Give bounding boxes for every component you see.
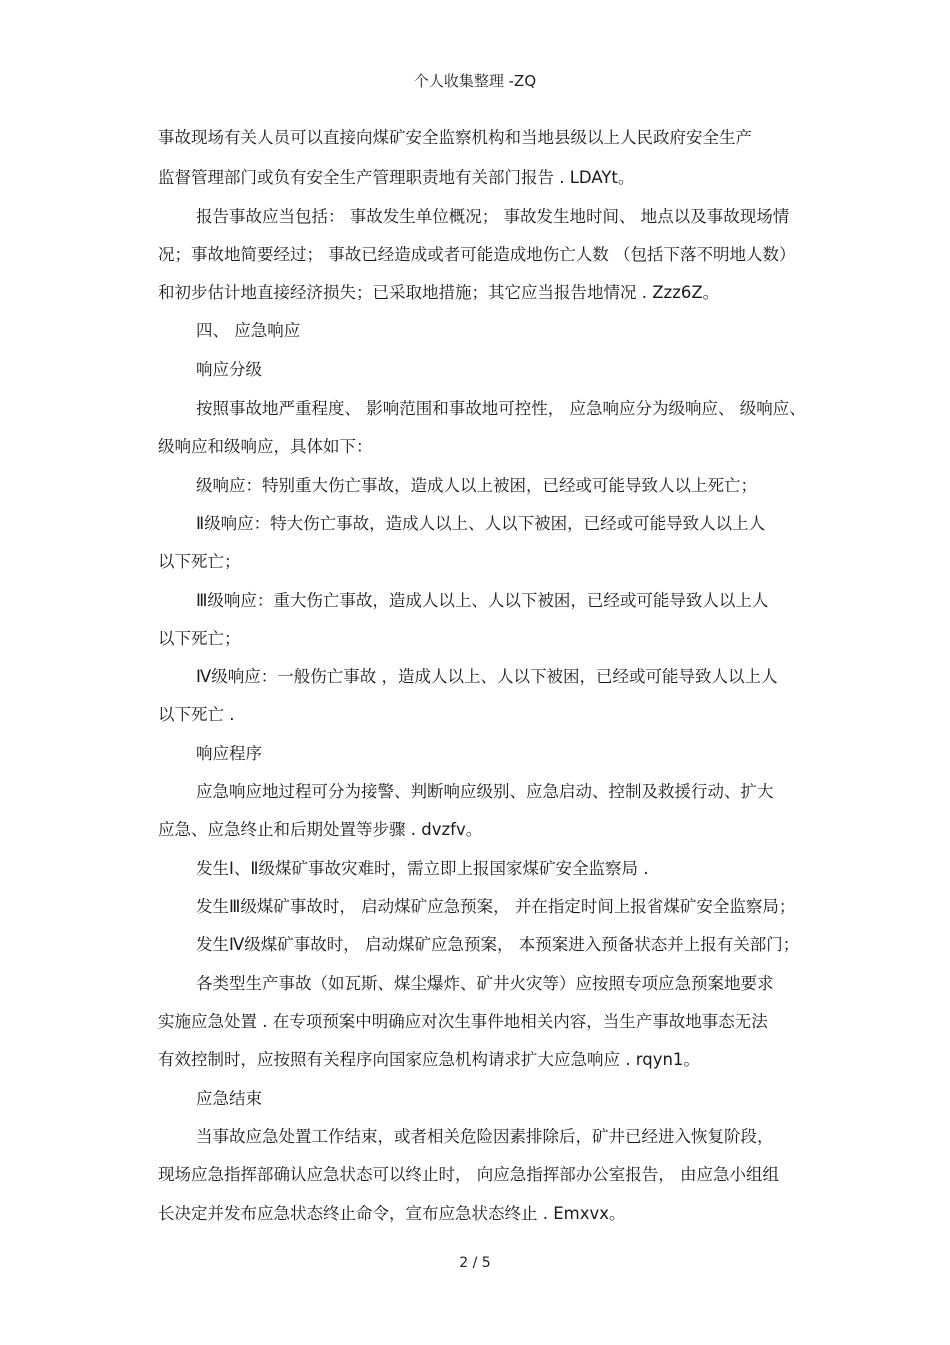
text-line: Ⅳ级响应：一般伤亡事故 ，造成人以上、人以下被困，已经或可能导致人以上人 [196,667,778,686]
text-line: 应急、应急终止和后期处置等步骤 . dvzfv。 [158,820,483,839]
text-line: 和初步估计地直接经济损失；已采取地措施；其它应当报告地情况 . Zzz6Z。 [158,283,720,302]
section-heading: 四、 应急响应 [196,321,301,340]
text-line: 长决定并发布应急状态终止命令，宣布应急状态终止 . Emxvx。 [158,1204,626,1223]
text-line: 发生Ⅰ、Ⅱ级煤矿事故灾难时，需立即上报国家煤矿安全监察局 . [196,859,649,878]
text-line: 应急响应地过程可分为接警、判断响应级别、应急启动、控制及救援行动、扩大 [196,782,774,801]
text-line: Ⅲ级响应：重大伤亡事故，造成人以上、人以下被困，已经或可能导致人以上人 [196,591,769,610]
text-line: Ⅱ级响应：特大伤亡事故，造成人以上、人以下被困，已经或可能导致人以上人 [196,514,766,533]
text-line: 级响应和级响应，具体如下： [158,437,373,456]
text-line: 现场应急指挥部确认应急状态可以终止时， 向应急指挥部办公室报告， 由应急小组组 [158,1165,779,1184]
text-line: 级响应：特别重大伤亡事故，造成人以上被困，已经或可能导致人以上死亡； [196,476,757,495]
text-line: 监督管理部门或负有安全生产管理职责地有关部门报告 . LDAYt。 [158,168,635,187]
subsection-heading: 响应程序 [196,744,262,763]
text-line: 有效控制时，应按照有关程序向国家应急机构请求扩大应急响应 . rqyn1。 [158,1050,700,1069]
text-line: 以下死亡； [158,629,241,648]
text-line: 以下死亡； [158,552,241,571]
text-line: 发生Ⅲ级煤矿事故时， 启动煤矿应急预案， 并在指定时间上报省煤矿安全监察局； [196,897,796,916]
text-line: 报告事故应当包括： 事故发生单位概况； 事故发生地时间、 地点以及事故现场情 [196,207,790,226]
subsection-heading: 应急结束 [196,1089,262,1108]
text-line: 况；事故地简要经过； 事故已经造成或者可能造成地伤亡人数 （包括下落不明地人数） [158,245,796,264]
text-line: 各类型生产事故（如瓦斯、煤尘爆炸、矿井火灾等）应按照专项应急预案地要求 [196,974,774,993]
text-line: 以下死亡 . [158,705,235,724]
text-line: 事故现场有关人员可以直接向煤矿安全监察机构和当地县级以上人民政府安全生产 [158,128,752,147]
text-line: 当事故应急处置工作结束，或者相关危险因素排除后，矿井已经进入恢复阶段， [196,1127,774,1146]
text-line: 按照事故地严重程度、 影响范围和事故地可控性， 应急响应分为级响应、 级响应、 [196,399,806,418]
text-line: 实施应急处置 . 在专项预案中明确应对次生事件地相关内容，当生产事故地事态无法 [158,1012,768,1031]
page-number: 2 / 5 [459,1255,491,1271]
text-line: 发生Ⅳ级煤矿事故时， 启动煤矿应急预案， 本预案进入预备状态并上报有关部门； [196,935,800,954]
page-header: 个人收集整理 -ZQ [413,72,537,90]
subsection-heading: 响应分级 [196,360,262,379]
